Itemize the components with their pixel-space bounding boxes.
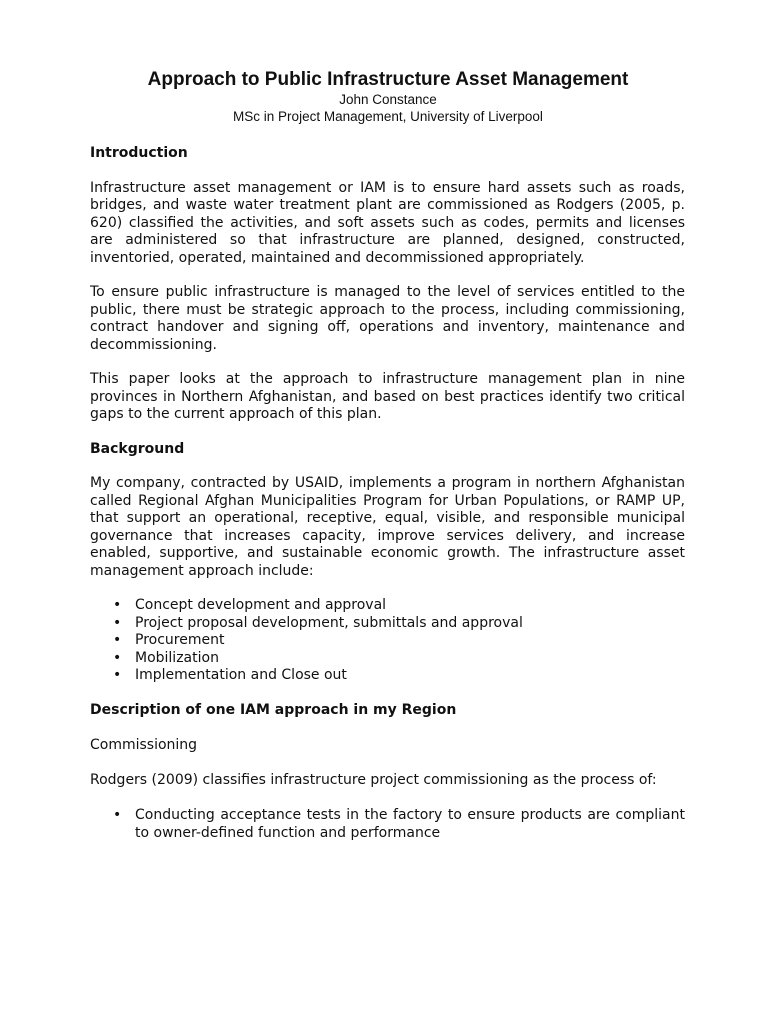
document-body — [90, 140, 685, 842]
list-item: • Procurement — [90, 632, 685, 650]
subsection-label: Commissioning — [90, 737, 198, 753]
paragraph: My company, contracted by USAID, implements a program in northern Afghanistan called Regional Afghan Municipalities Program for Urban Populations, or RAMP UP, that support an operational, receptive, equal, visible, and responsible municipal governance that increases capacity, improve services delivery, and increase enabled, supportive, and sustainable economic growth. The infrastructure asset management approach include: — [90, 475, 685, 579]
paragraph: Infrastructure asset management or IAM is to ensure hard assets such as roads, bridges, and waste water treatment plant are commissioned as Rodgers (2005, p. 620) classified the activities, and soft assets such as codes, permits and licenses are administered so that infrastructure are planned, designed, constructed, inventoried, operated, maintained and decommissioned appropriately. — [90, 179, 685, 266]
document-title: Approach to Public Infrastructure Asset Management — [147, 69, 629, 90]
paragraph: Rodgers (2009) classifies infrastructure project commissioning as the process of: — [90, 771, 657, 788]
section-heading-description: Description of one IAM approach in my Region — [90, 701, 457, 718]
section-heading-introduction: Introduction — [90, 145, 188, 161]
bullet-list — [90, 597, 685, 685]
list-item: • Conducting acceptance tests in the factory to ensure products are compliant to owner-defined function and performance — [90, 807, 685, 842]
list-item: • Project proposal development, submittals and approval — [90, 615, 685, 633]
list-item: • Mobilization — [90, 650, 685, 668]
document-affiliation: MSc in Project Management, University of Liverpool — [233, 109, 543, 124]
paragraph: To ensure public infrastructure is managed to the level of services entitled to the public, there must be strategic approach to the process, including commissioning, contract handover and signing off, operations and inventory, maintenance and decommissioning. — [90, 284, 685, 353]
list-item: • Implementation and Close out — [90, 667, 685, 685]
list-item: • Concept development and approval — [90, 597, 685, 615]
bullet-list — [90, 807, 685, 842]
section-heading-background: Background — [90, 440, 185, 457]
document-author: John Constance — [339, 92, 437, 107]
paragraph: This paper looks at the approach to infrastructure management plan in nine provinces in Northern Afghanistan, and based on best practices identify two critical gaps to the current approach of this plan. — [90, 371, 685, 422]
